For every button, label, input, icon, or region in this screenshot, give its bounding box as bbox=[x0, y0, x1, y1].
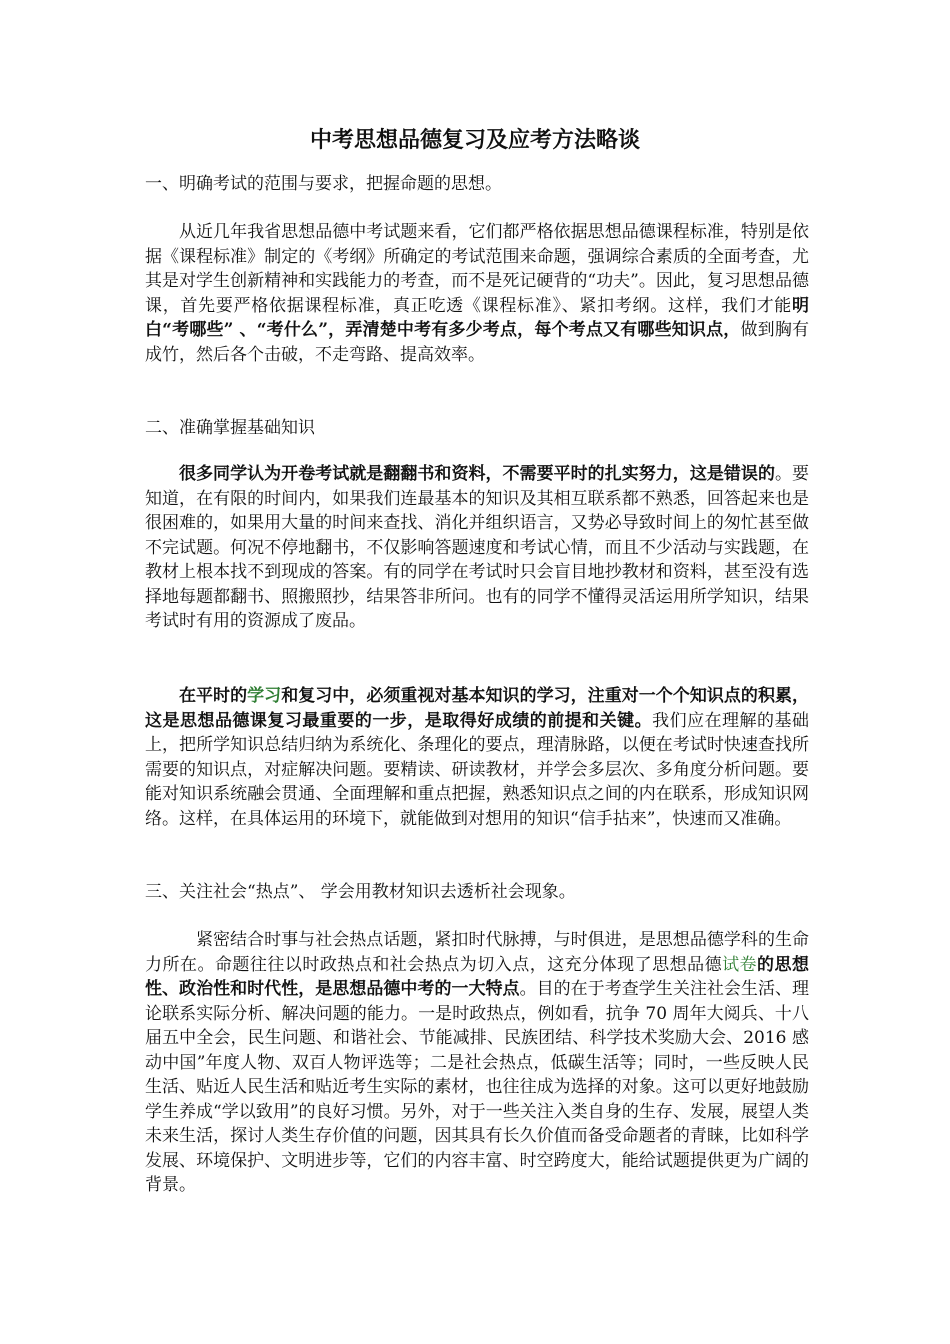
section1-paragraph-1 bbox=[145, 220, 809, 367]
document-title: 中考思想品德复习及应考方法略谈 bbox=[309, 127, 640, 153]
text-run: 从近几年我省思想品德中考试题来看，它们都严格依据思想品德课程标准，特别是依据《课程标准》制定的《考纲》所确定的考试范围来命题，强调综合素质的全面考查，尤其是对学生创新精神和实践能力的考查，而不是死记硬背的“功夫”。因此，复习思想品德课，首先要严格依据课程标准，真正吃透《课程标准》、紧扣考纲。这样，我们才能 bbox=[145, 222, 809, 316]
section-heading-2: 二、准确掌握基础知识 bbox=[145, 418, 315, 438]
text-run: 紧密结合时事与社会热点话题，紧扣时代脉搏，与时俱进，是思想品德学科的生命力所在。命题往往以时政热点和社会热点为切入点，这充分体现了思想品德 bbox=[145, 930, 809, 975]
section-heading-1: 一、明确考试的范围与要求，把握命题的思想。 bbox=[145, 174, 502, 194]
exam-paper-link[interactable]: 试卷 bbox=[722, 954, 758, 975]
bold-text-run: 和复习中，必须重视对基本知识的学习，注重对一个个知识点的积累，这是思想品德课复习最重要的一步，是取得好成绩的前提和关键。 bbox=[145, 686, 810, 731]
section3-paragraph-1 bbox=[145, 928, 809, 1198]
text-run: 我们应在理解的基础上，把所学知识总结归纳为系统化、条理化的要点，理清脉路，以便在考试时快速查找所需要的知识点，对症解决问题。要精读、研读教材，并学会多层次、多角度分析问题。要能对知识系统融会贯通、全面理解和重点把握，熟悉知识点之间的内在联系，形成知识网络。这样，在具体运用的环境下，就能做到对想用的知识“信手拈来”，快速而又准确。 bbox=[145, 710, 810, 829]
text-run: 。目的在于考查学生关注社会生活、理论联系实际分析、解决问题的能力。一是时政热点，例如看，抗争 70 周年大阅兵、十八届五中全会，民生问题、和谐社会、节能减排、民族团结、科学技术奖励大会、2016 感动中国”年度人物、双百人物评选等；二是社会热点，低碳生活等；同时，一些反映人民生活、贴近人民生活和贴近考生实际的素材，也往往成为选择的对象。这可以更好地鼓励学生养成“学以致用”的良好习惯。另外，对于一些关注入类自身的生存、发展，展望人类未来生活，探讨人类生存价值的问题，因其具有长久价值而备受命题者的青睐，比如科学发展、环境保护、文明进步等，它们的内容丰富、时空跨度大，能给试题提供更为广阔的背景。 bbox=[145, 979, 809, 1195]
bold-text-run: 明白“考哪些” 、“考什么”，弄清楚中考有多少考点，每个考点又有哪些知识点， bbox=[145, 295, 809, 340]
bold-text-run: 很多同学认为开卷考试就是翻翻书和资料，不需要平时的扎实努力，这是错误的 bbox=[179, 464, 775, 484]
study-link[interactable]: 学习 bbox=[247, 686, 282, 706]
section-heading-3: 三、关注社会“热点”、 学会用教材知识去透析社会现象。 bbox=[145, 882, 576, 902]
text-run: 做到胸有成竹，然后各个击破，不走弯路、提高效率。 bbox=[145, 320, 810, 365]
bold-text-run: 在平时的 bbox=[179, 686, 248, 706]
bold-text-run: 的思想性、政治性和时代性，是思想品德中考的一大特点 bbox=[145, 954, 810, 999]
text-run: 。要知道，在有限的时间内，如果我们连最基本的知识及其相互联系都不熟悉，回答起来也是很困难的，如果用大量的时间来查找、消化并组织语言，又势必导致时间上的匆忙甚至做不完试题。何况不停地翻书，不仅影响答题速度和考试心情，而且不少活动与实践题，在教材上根本找不到现成的答案。有的同学在考试时只会盲目地抄教材和资料，甚至没有选择地每题都翻书、照搬照抄，结果答非所问。也有的同学不懂得灵活运用所学知识，结果考试时有用的资源成了废品。 bbox=[145, 464, 810, 631]
section2-paragraph-2 bbox=[145, 684, 809, 831]
section2-paragraph-1 bbox=[145, 462, 809, 634]
